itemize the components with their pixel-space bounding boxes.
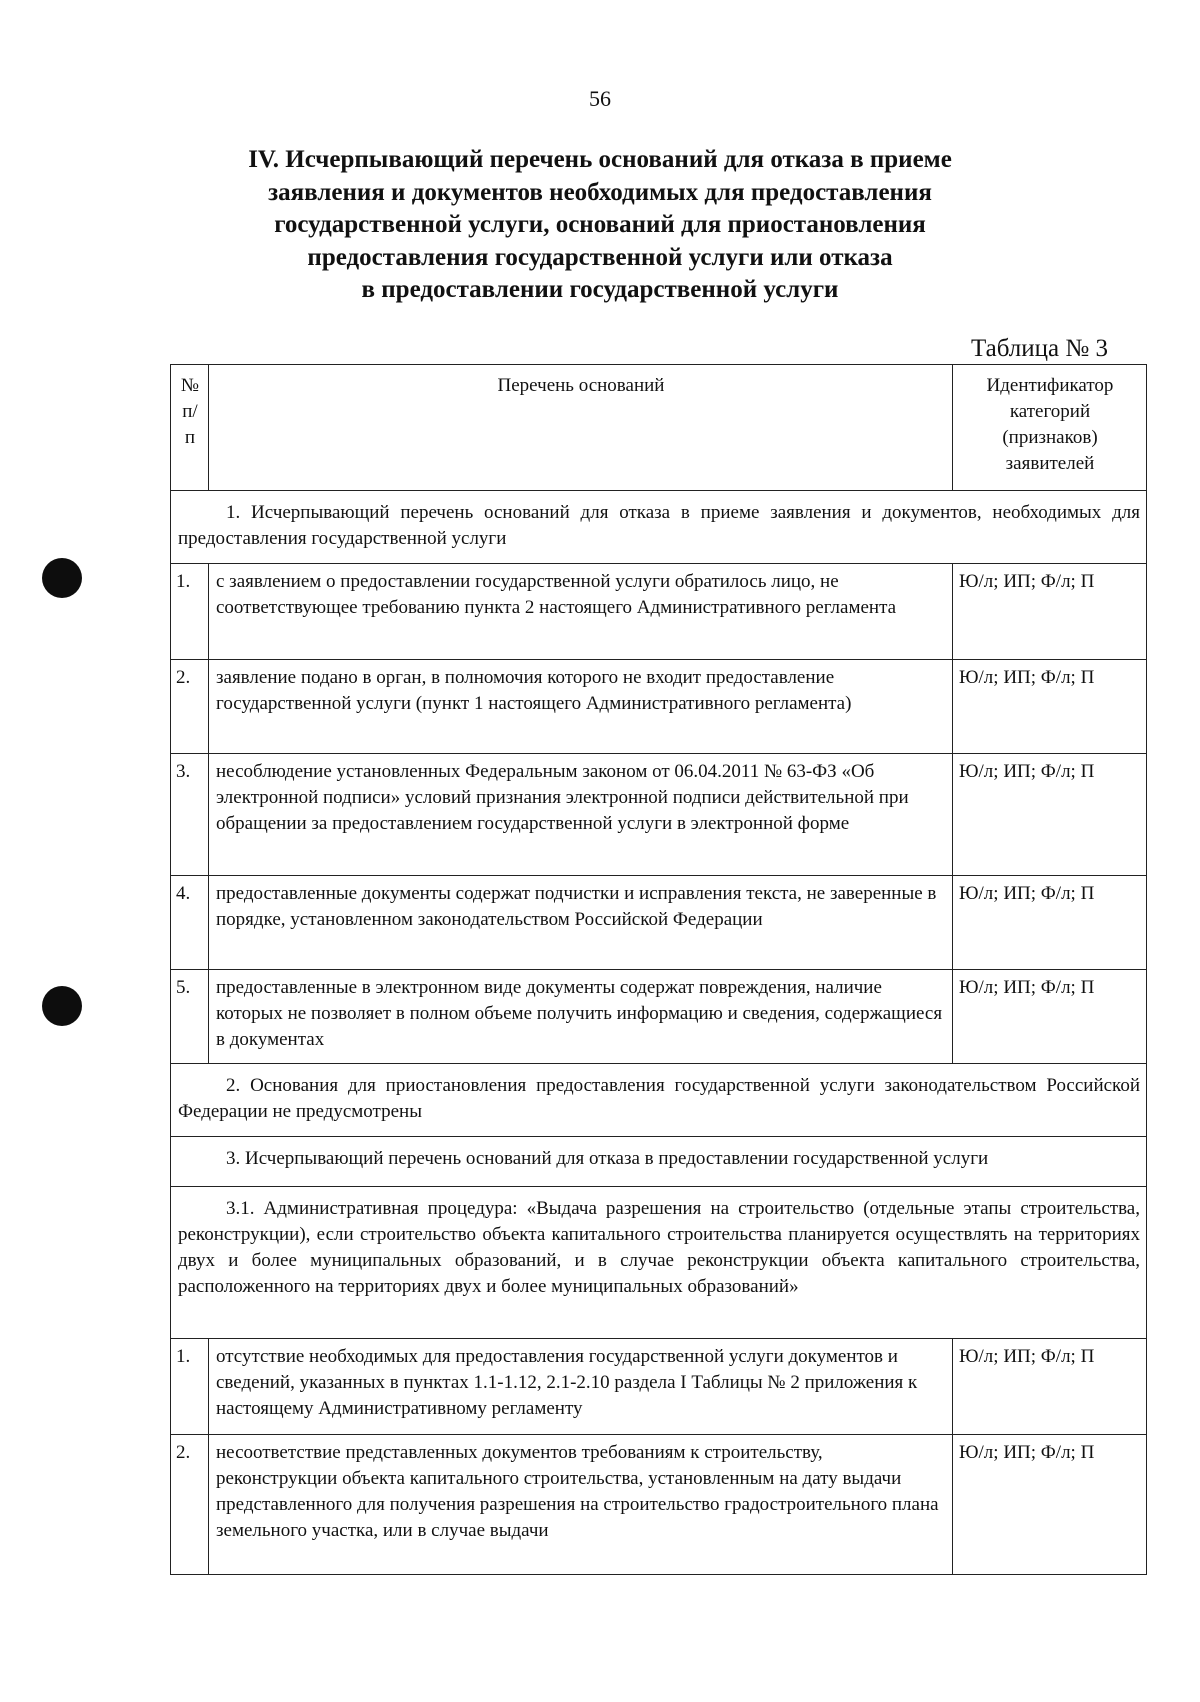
table-caption: Таблица № 3 — [970, 335, 1108, 362]
table-row — [171, 754, 1147, 876]
ground-text: несоответствие представленных документов требованиям к строительству, реконструкции объекта капитального строительства, установленным на дату выдачи представленного для получения разрешения на строительство градостроительного плана земельного участка, или в случае выдачи — [209, 1435, 953, 1575]
punch-hole — [42, 986, 82, 1026]
applicant-category: Ю/л; ИП; Ф/л; П — [953, 1435, 1147, 1575]
header-grounds: Перечень оснований — [209, 365, 953, 491]
ground-text: отсутствие необходимых для предоставления государственной услуги документов и сведений, указанных в пунктах 1.1-1.12, 2.1-2.10 раздела I Таблицы № 2 приложения к настоящему Административному регламенту — [209, 1339, 953, 1435]
section-row — [171, 1187, 1147, 1339]
section-title-line: заявления и документов необходимых для предоставления — [268, 178, 932, 206]
grounds-table — [170, 364, 1147, 1575]
row-number: 2. — [171, 1435, 209, 1575]
section-title-line: предоставления государственной услуги или отказа — [307, 243, 893, 271]
applicant-category: Ю/л; ИП; Ф/л; П — [953, 1339, 1147, 1435]
punch-hole — [42, 558, 82, 598]
table-row — [171, 1339, 1147, 1435]
ground-text: заявление подано в орган, в полномочия которого не входит предоставление государственной услуги (пункт 1 настоящего Административного регламента) — [209, 660, 953, 754]
applicant-category: Ю/л; ИП; Ф/л; П — [953, 564, 1147, 660]
table-row — [171, 876, 1147, 970]
section-title-line: в предоставлении государственной услуги — [361, 276, 839, 303]
row-number: 2. — [171, 660, 209, 754]
section-row — [171, 1137, 1147, 1187]
ground-text: предоставленные документы содержат подчистки и исправления текста, не заверенные в порядке, установленном законодательством Российской Федерации — [209, 876, 953, 970]
table-row — [171, 564, 1147, 660]
section-title — [180, 144, 1020, 307]
applicant-category: Ю/л; ИП; Ф/л; П — [953, 660, 1147, 754]
table-row — [171, 970, 1147, 1064]
section-3-title: 3. Исчерпывающий перечень оснований для отказа в предоставлении государственной услуги — [171, 1137, 1147, 1187]
ground-text: с заявлением о предоставлении государственной услуги обратилось лицо, не соответствующее требованию пункта 2 настоящего Административного регламента — [209, 564, 953, 660]
row-number: 1. — [171, 564, 209, 660]
applicant-category: Ю/л; ИП; Ф/л; П — [953, 876, 1147, 970]
page-number: 56 — [589, 86, 611, 111]
section-1-title: 1. Исчерпывающий перечень оснований для отказа в приеме заявления и документов, необходимых для предоставления государственной услуги — [171, 491, 1147, 564]
applicant-category: Ю/л; ИП; Ф/л; П — [953, 970, 1147, 1064]
applicant-category: Ю/л; ИП; Ф/л; П — [953, 754, 1147, 876]
section-3-1-title: 3.1. Административная процедура: «Выдача разрешения на строительство (отдельные этапы строительства, реконструкции), если строительство объекта капитального строительства планируется осуществлять на территориях двух и более муниципальных образований, и в случае реконструкции объекта капитального строительства, расположенного на территориях двух и более муниципальных образований» — [171, 1187, 1147, 1339]
section-2-title: 2. Основания для приостановления предоставления государственной услуги законодательством Российской Федерации не предусмотрены — [171, 1064, 1147, 1137]
section-row — [171, 491, 1147, 564]
row-number: 1. — [171, 1339, 209, 1435]
section-title-line: IV. Исчерпывающий перечень оснований для отказа в приеме — [248, 146, 952, 173]
section-title-line: государственной услуги, оснований для приостановления — [274, 211, 926, 238]
table-row — [171, 660, 1147, 754]
row-number: 4. — [171, 876, 209, 970]
ground-text: предоставленные в электронном виде документы содержат повреждения, наличие которых не позволяет в полном объеме получить информацию и сведения, содержащиеся в документах — [209, 970, 953, 1064]
section-row — [171, 1064, 1147, 1137]
row-number: 3. — [171, 754, 209, 876]
header-num: № п/п — [171, 365, 209, 491]
row-number: 5. — [171, 970, 209, 1064]
table-row — [171, 1435, 1147, 1575]
ground-text: несоблюдение установленных Федеральным законом от 06.04.2011 № 63-ФЗ «Об электронной подписи» условий признания электронной подписи действительной при обращении за предоставлением государственной услуги в электронной форме — [209, 754, 953, 876]
header-category-id: Идентификатор категорий (признаков) заявителей — [953, 365, 1147, 491]
table-header-row — [171, 365, 1147, 491]
